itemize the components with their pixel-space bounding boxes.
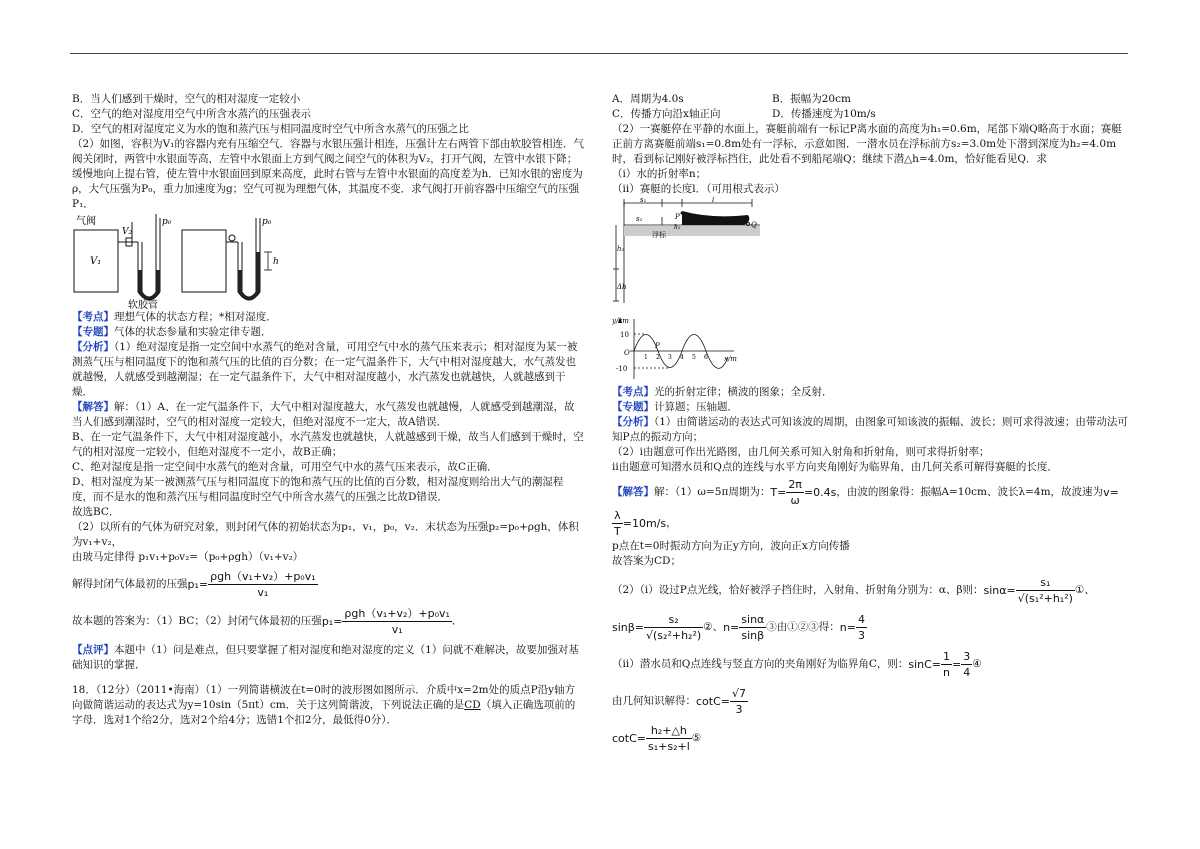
right-jieda-3: 故答案为CD；	[612, 555, 681, 567]
eq2-fraction	[342, 606, 452, 637]
circ-3: ③由①②③得：	[766, 621, 840, 633]
q2-solution-1: （2）以所有的气体为研究对象，则封闭气体的初始状态为p₁，v₁，p₀，v₂．末状态为压强p₂=p₀+ρgh，体积为v₁+v₂，	[72, 521, 579, 548]
dianping-text: 本题中（1）问是难点，但只要掌握了相对湿度和绝对湿度的定义（1）问就不难解决，故要加强对基础知识的掌握．	[72, 644, 579, 671]
circ-5: ⑤	[691, 732, 702, 744]
right-jieda-1b: ，由波的图象得：振幅A=10cm、波长λ=4m，故波速为	[836, 486, 1104, 498]
right-option-c: C．传播方向沿x轴正向	[612, 108, 721, 120]
right-q2-text: （2）一赛艇停在平静的水面上，赛艇前端有一标记P离水面的高度为h₁=0.6m，尾部下端Q略高于水面；赛艇正前方离赛艇前端s₁=0.8m处有一浮标，示意如图．一潜水员在浮标前方s₂=3.0m处下潜到深度为h₂=4.0m时，看到标记刚好被浮标挡住，此处看不到船尾端Q；继续下潜△h=4.0m，恰好能看见Q．求	[612, 123, 1122, 165]
sina-numerator: s₁	[1016, 575, 1075, 591]
cot1-numerator: √7	[732, 687, 747, 700]
label-Q: Q	[751, 221, 757, 229]
sol2-a: （2）（ⅰ）设过P点光线，恰好被浮子挡住时，入射角、折射角分别为：α、β则：	[612, 584, 984, 596]
sin-beta-row	[612, 612, 1128, 643]
header-rule	[70, 53, 1128, 54]
eq1-numerator: ρgh（v₁+v₂）+p₀v₁	[210, 570, 316, 583]
cot2-lhs: cotC=	[612, 732, 646, 745]
T-numerator: 2π	[788, 478, 802, 491]
cot1-fraction	[730, 686, 748, 717]
sinC-numerator: 1	[943, 650, 951, 663]
sinC-row	[612, 649, 1128, 680]
label-float: 浮标	[652, 231, 666, 239]
label-l: l	[712, 197, 715, 204]
wave-t2: 2	[656, 354, 660, 361]
v-numerator: λ	[612, 508, 623, 524]
eq2-denominator: v₁	[391, 623, 403, 636]
dianping-section	[72, 643, 584, 673]
cot1-lhs: cotC=	[696, 695, 730, 708]
question-2-text: （2）如图，容积为V₁的容器内充有压缩空气．容器与水银压强计相连，压强计左右两管下部由软胶管相连．气阀关闭时，两管中水银面等高，左管中水银面上方到气阀之间空气的体积为V₂，打开气阀，左管中水银下降；缓慢地向上提右管，使左管中水银面回到原来高度，此时右管与左管中水银面的高度差为h．已知水银的密度为ρ，大气压强为P₀，重力加速度为g；空气可视为理想气体，其温度不变．求气阀打开前容器中压缩空气的压强P₁．	[72, 138, 584, 210]
sina-denominator: √(s₁²+h₁²)	[1017, 592, 1073, 605]
label-s1: s₁	[640, 197, 647, 204]
jieda-text-3: C、绝对湿度是指一定空间中水蒸气的绝对含量，可用空气中水的蒸气压来表示，故C正确．	[72, 461, 498, 473]
label-s2: s₂	[636, 215, 643, 223]
right-fenxi-section	[612, 415, 1128, 445]
sinb-fraction	[644, 612, 703, 643]
wave-t6: 6	[704, 354, 708, 361]
label-P: P	[675, 213, 680, 221]
sinC-denominator: n	[943, 666, 950, 679]
label-dh: Δh	[617, 283, 627, 291]
sina-fraction	[1016, 575, 1075, 606]
kaodian-section	[72, 310, 584, 325]
fenxi-tag: 【分析】	[72, 341, 114, 353]
equation-row-1	[72, 569, 584, 600]
sinC-lhs: sinC=	[908, 658, 942, 671]
right-kaodian-text: 光的折射定律；横波的图象；全反射．	[654, 386, 833, 398]
v-rhs: =10m/s	[622, 517, 667, 530]
jieda-text-4: D、相对湿度为某一被测蒸气压与相同温度下的饱和蒸气压的比值的百分数，相对湿度则给出大气的潮湿程度，而不是水的饱和蒸汽压与相同温度时空气中所含水蒸气的压强之比故D错误．	[72, 476, 564, 503]
right-q2-ii: （ⅱ）赛艇的长度l．（可用根式表示）	[612, 183, 785, 195]
right-kaodian-section	[612, 385, 1128, 400]
sinC-denominator-2: 4	[963, 666, 971, 679]
zhuanti-tag: 【专题】	[72, 326, 114, 338]
q18-text-a: 18．（12分）（2011•海南）（1）一列简谐横波在t=0时的波形图如图所示．介质中x=2m处的质点P沿y轴方向做简谐运动的表达式为y=10sin（5πt）cm．关于这列简谐波，下列说法正确的是	[72, 684, 576, 711]
right-fenxi-text-3: ii由题意可知潜水员和Q点的连线与水平方向夹角刚好为临界角，由几何关系可解得赛艇的长度．	[612, 461, 1058, 473]
sinC-fraction	[941, 649, 952, 680]
right-option-b: B．振幅为20cm	[772, 93, 851, 105]
wave-t3: 3	[668, 354, 672, 361]
label-p0-right: p₀	[262, 217, 272, 227]
wave-ym10: -10	[616, 365, 628, 373]
boat-diagram	[612, 197, 762, 307]
cot1-denominator: 3	[735, 703, 743, 716]
option-d: D．空气的相对湿度定义为水的饱和蒸汽压与相同温度时空气中所含水蒸气的压强之比	[72, 123, 469, 135]
jieda-tag: 【解答】	[72, 401, 114, 413]
sol2-ii: （ⅱ）潜水员和Q点连线与竖直方向的夹角刚好为临界角C，则：	[612, 658, 909, 670]
cot2-numerator: h₂+△h	[646, 723, 692, 739]
n2-numerator: 4	[858, 613, 865, 626]
option-c: C．空气的绝对湿度用空气中所含水蒸汽的压强表示	[72, 108, 312, 120]
label-v1: V₁	[90, 256, 102, 267]
wave-xlabel: x/m	[724, 355, 737, 363]
right-fenxi-tag: 【分析】	[612, 416, 654, 428]
right-jieda-1a: 解：（1）ω=5π周期为：	[654, 486, 771, 498]
sinb-denominator: √(s₂²+h₂²)	[646, 629, 702, 642]
v-denominator: T	[614, 525, 621, 538]
sinC-mid: =	[952, 658, 962, 671]
right-jieda-tag: 【解答】	[612, 486, 654, 498]
T-rhs: =0.4s	[803, 486, 837, 499]
right-option-d: D．传播速度为10m/s	[772, 108, 876, 120]
T-denominator: ω	[790, 494, 800, 507]
option-b: B．当人们感到干燥时，空气的相对湿度一定较小	[72, 93, 301, 105]
eq2-numerator: ρgh（v₁+v₂）+p₀v₁	[344, 607, 450, 620]
label-v2: V₂	[122, 227, 133, 237]
n-numerator: sinα	[741, 613, 765, 626]
sin-alpha-row	[612, 575, 1128, 606]
T-fraction	[786, 477, 804, 508]
right-zhuanti-text: 计算题；压轴题．	[654, 401, 738, 413]
answer-end: ．	[451, 615, 463, 627]
n2-fraction	[856, 612, 867, 643]
dianping-tag: 【点评】	[72, 644, 114, 656]
sinb-lhs: sinβ=	[612, 621, 644, 634]
label-h: h	[273, 257, 279, 267]
right-q2-i: （ⅰ）水的折射率n；	[612, 168, 707, 180]
n2-lhs: n=	[839, 621, 856, 634]
v-lhs: v=	[1103, 486, 1119, 499]
label-valve: 气阀	[76, 216, 96, 227]
eq2-lhs: p₁=	[321, 615, 343, 628]
n2-denominator: 3	[858, 629, 865, 642]
eq1-fraction	[208, 569, 318, 600]
kaodian-tag: 【考点】	[72, 311, 114, 323]
cotC-row-1	[612, 686, 1128, 717]
right-fenxi-text-1: （1）由简谐运动的表达式可知该波的周期，由图象可知该波的振幅、波长；则可求得波速；由带动法可知P点的振动方向；	[612, 416, 1128, 443]
label-hose: 软胶管	[128, 300, 158, 310]
n-fraction	[739, 612, 766, 643]
wave-ylabel: y/cm	[612, 317, 629, 325]
right-option-a: A．周期为4.0s	[612, 93, 684, 105]
label-p0-left: p₀	[162, 217, 172, 227]
jieda-text-5: 故选BC．	[72, 506, 120, 518]
circ-1: ①、	[1074, 584, 1095, 596]
label-h2: h₂	[617, 245, 625, 253]
jieda-text-2: B、在一定气温条件下，大气中相对湿度越小，水汽蒸发也就越快，人就越感到干燥，故当人们感到干燥时，空气的相对湿度一定较小，但绝对湿度不一定小，故B正确；	[72, 431, 584, 458]
jieda-text-1: 解：（1）A、在一定气温条件下，大气中相对湿度越大，水气蒸发也就越慢，人就感受到越潮湿，故当人们感到潮湿时，空气的相对湿度一定较大，但绝对湿度不一定大，故A错误．	[72, 401, 575, 428]
question-18	[72, 683, 584, 728]
v-fraction	[612, 508, 623, 539]
eq1-denominator: v₁	[257, 586, 269, 599]
sinC-numerator-2: 3	[963, 650, 971, 663]
eq1-lhs: p₁=	[187, 578, 209, 591]
right-column	[612, 92, 1128, 754]
cot2-denominator: s₁+s₂+l	[648, 740, 690, 753]
wave-P: P	[655, 342, 660, 350]
n-lhs: n=	[723, 621, 740, 634]
fenxi-section	[72, 340, 584, 400]
wave-t5: 5	[692, 354, 696, 361]
right-kaodian-tag: 【考点】	[612, 386, 654, 398]
sinC-fraction-2	[961, 649, 972, 680]
answer-prefix: 故本题的答案为：（1）BC；（2）封闭气体最初的压强	[72, 615, 322, 627]
jieda-section	[72, 400, 584, 430]
right-jieda-2: p点在t=0时振动方向为正y方向，波向正x方向传播	[612, 540, 850, 552]
q2-solution-3: 解得封闭气体最初的压强	[72, 578, 188, 590]
wave-graph	[612, 313, 742, 385]
right-zhuanti-tag: 【专题】	[612, 401, 654, 413]
kaodian-text: 理想气体的状态方程；*相对湿度．	[114, 311, 277, 323]
q2-solution-2: 由玻马定律得 p₁v₁+p₀v₂=（p₀+ρgh）（v₁+v₂）	[72, 551, 304, 563]
pressure-gauge-figure	[72, 212, 322, 310]
wave-t4: 4	[680, 354, 684, 361]
equation-row-2	[72, 606, 584, 637]
label-h1: h₁	[674, 224, 681, 231]
cot2-fraction	[646, 723, 692, 754]
sinb-numerator: s₂	[644, 612, 703, 628]
zhuanti-text: 气体的状态参量和实验定律专题．	[114, 326, 272, 338]
right-jieda-row	[612, 477, 1128, 539]
cotC-row-2	[612, 723, 1128, 754]
right-fenxi-text-2: （2）i由题意可作出光路图，由几何关系可知入射角和折射角，则可求得折射率；	[612, 446, 990, 458]
circ-2: ②、	[703, 621, 724, 633]
wave-y10: 10	[620, 331, 629, 339]
sina-lhs: sinα=	[983, 584, 1016, 597]
right-jieda-1c: ，	[666, 517, 677, 529]
right-zhuanti-section	[612, 400, 1128, 415]
wave-t1: 1	[644, 354, 648, 361]
left-column	[72, 92, 584, 728]
circ-4: ④	[972, 658, 982, 670]
options-grid	[612, 92, 1128, 122]
cot-text: 由几何知识解得：	[612, 695, 696, 707]
n-denominator: sinβ	[741, 629, 765, 642]
q18-answer-blank: CD	[464, 699, 481, 711]
wave-O: O	[624, 349, 630, 357]
zhuanti-section	[72, 325, 584, 340]
fenxi-text: （1）绝对湿度是指一定空间中水蒸气的绝对含量，可用空气中水的蒸气压来表示；相对湿度为某一被测蒸气压与相同温度下的饱和蒸气压的比值的百分数；在一定气温条件下，大气中相对湿度越大，水气蒸发也就越慢，人就感受到越潮湿；在一定气温条件下，大气中相对湿度越小，水汽蒸发也就越快，人就越感到干燥．	[72, 341, 578, 398]
T-lhs: T=	[770, 486, 787, 499]
q18-text-b: （填入正确选项前的字母．选对1个给2分，选对2个给4分；选错1个扣2分，最低得0分）．	[72, 699, 576, 726]
